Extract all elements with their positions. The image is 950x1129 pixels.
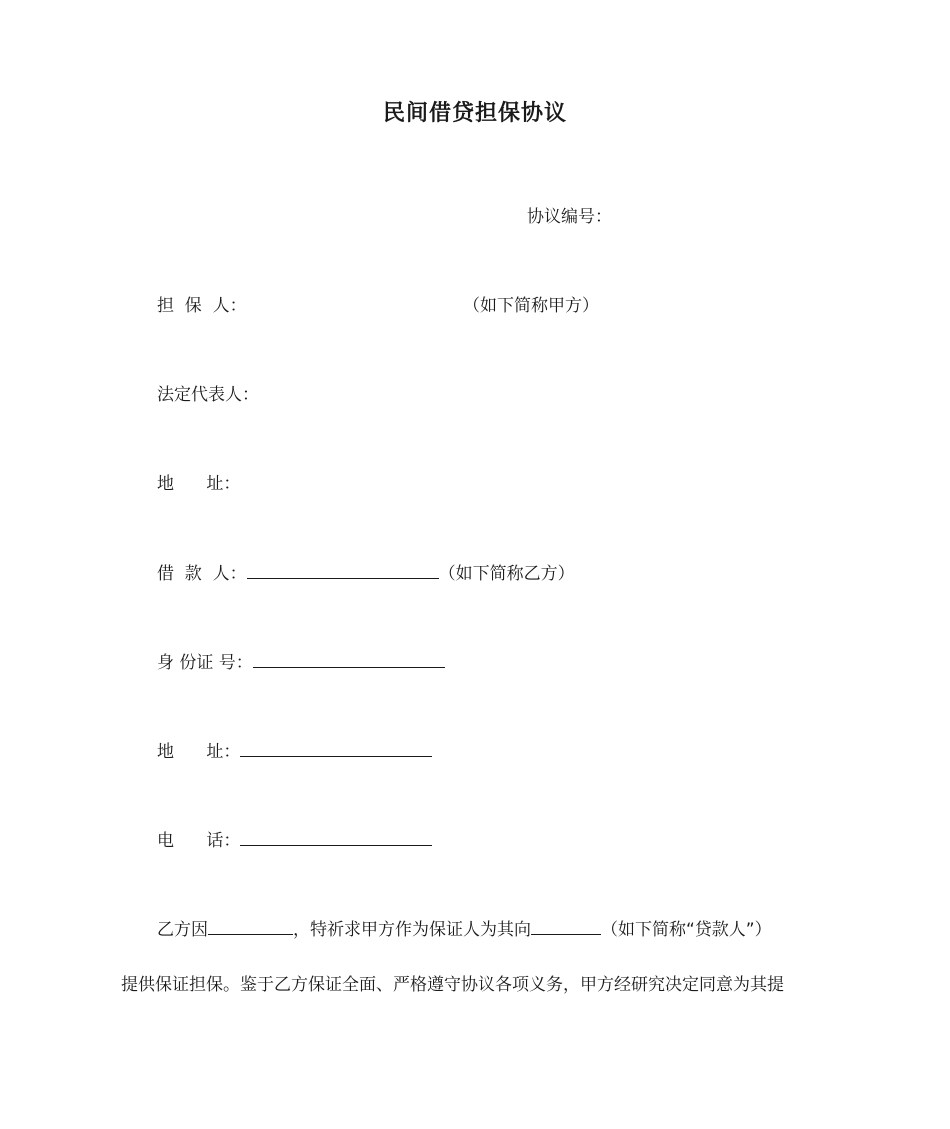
id-number-label: 身 份证 号： bbox=[157, 653, 253, 673]
guarantor-address-line bbox=[157, 472, 240, 496]
paragraph-part3: （如下简称“贷款人”） bbox=[601, 920, 772, 940]
borrower-address-line bbox=[157, 739, 432, 764]
phone-label: 电 话： bbox=[157, 831, 241, 851]
guarantor-label: 担 保 人： bbox=[157, 296, 247, 316]
borrower-address-label: 地 址： bbox=[157, 742, 241, 762]
paragraph-part2: ，特祈求甲方作为保证人为其向 bbox=[293, 920, 531, 940]
borrower-name-blank[interactable] bbox=[247, 561, 439, 579]
phone-blank[interactable] bbox=[240, 828, 432, 846]
id-number-line bbox=[157, 650, 445, 675]
phone-line bbox=[157, 828, 432, 853]
doc-number-label: 协议编号： bbox=[527, 207, 612, 227]
guarantor-line bbox=[157, 294, 599, 318]
guarantor-note: （如下简称甲方） bbox=[463, 296, 599, 316]
paragraph-line-1 bbox=[157, 917, 772, 942]
borrower-label: 借 款 人： bbox=[157, 564, 247, 584]
legal-rep-label: 法定代表人： bbox=[157, 385, 259, 405]
guarantor-address-label: 地 址： bbox=[157, 474, 241, 494]
document-title: 民间借贷担保协议 bbox=[382, 101, 567, 126]
lender-blank[interactable] bbox=[531, 917, 601, 935]
borrower-address-blank[interactable] bbox=[240, 739, 432, 757]
reason-blank[interactable] bbox=[208, 917, 293, 935]
borrower-line bbox=[157, 561, 575, 586]
borrower-note: （如下简称乙方） bbox=[438, 564, 575, 584]
legal-rep-line bbox=[157, 383, 259, 407]
paragraph-line2-text: 提供保证担保。鉴于乙方保证全面、严格遵守协议各项义务，甲方经研究决定同意为其提 bbox=[121, 975, 784, 995]
paragraph-line-2 bbox=[121, 973, 784, 997]
id-number-blank[interactable] bbox=[253, 650, 445, 668]
doc-number-line bbox=[527, 205, 612, 229]
paragraph-part1: 乙方因 bbox=[157, 920, 208, 940]
